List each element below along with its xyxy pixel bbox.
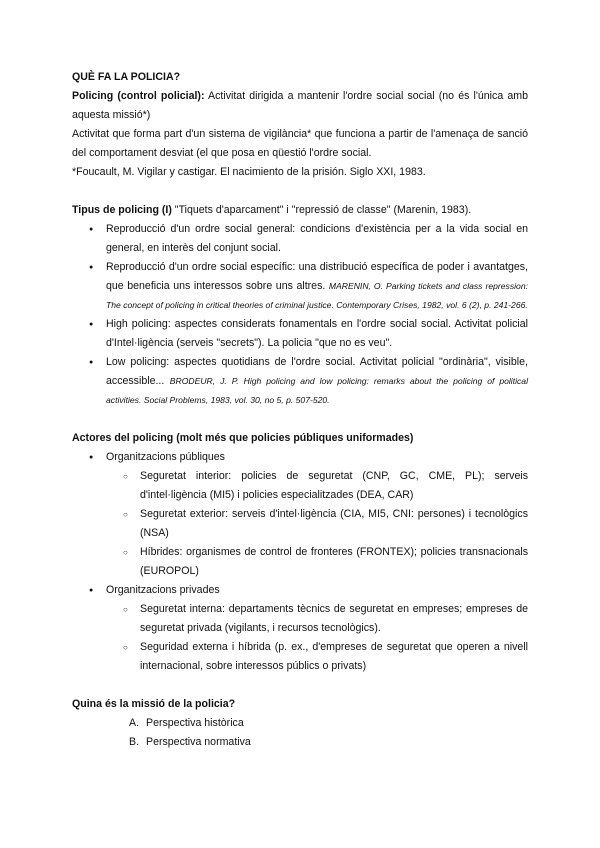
tipus-list bbox=[72, 220, 528, 410]
tipus-text: "Tiquets d'aparcament" i "repressió de classe" (Marenin, 1983). bbox=[171, 204, 472, 216]
list-item: B. Perspectiva normativa bbox=[129, 736, 251, 748]
list-item: ○ Seguretat interior: policies de seguretat (CNP, GC, CME, PL); serveis d'intel·ligència (MI5) i policies especialitzades (DEA, CAR) bbox=[106, 467, 528, 505]
list-item: ○ Híbrides: organismes de control de fronteres (FRONTEX); policies transnacionals (EUROPOL) bbox=[106, 543, 528, 581]
page-title: QUÈ FA LA POLICIA? bbox=[72, 71, 181, 83]
policing-label: Policing (control policial): bbox=[72, 90, 205, 102]
missio-list bbox=[72, 714, 528, 752]
missio-heading: Quina és la missió de la policia? bbox=[72, 698, 236, 710]
list-item: ○ Seguretat interna: departaments tècnics de seguretat en empreses; empreses de seguretat privada (vigilants, i recursos tecnològics). bbox=[106, 600, 528, 638]
document-page bbox=[72, 68, 528, 752]
list-item: ○ Seguretat exterior: serveis d'intel·ligència (CIA, MI5, CNI: persones) i tecnològics (NSA) bbox=[106, 505, 528, 543]
list-item: ● Reproducció d'un ordre social específic: una distribució específica de poder i avantatges, que beneficia uns interessos sobre uns altres. MARENIN, O. Parking tickets and class repression: The concept of policing in critical theories of criminal justice. Contemporary Crises, 1982, vol. 6 (2), p. 241-266. bbox=[72, 258, 528, 315]
tipus-label: Tipus de policing (I) bbox=[72, 204, 172, 216]
list-item: ○ Seguridad externa i híbrida (p. ex., d'empreses de seguretat que operen a nivell internacional, sobre interessos públics o privats) bbox=[106, 638, 528, 676]
list-item: ● Organitzacions privades ○ Seguretat interna: departaments tècnics de seguretat en empreses; empreses de seguretat privada (vigilants, i recursos tecnològics). ○ Seguridad externa i híbrida (p. ex., d'empreses de seguretat que operen a nivell internacional, sobre interessos públics o privats) bbox=[72, 581, 528, 676]
list-item: A. Perspectiva històrica bbox=[129, 717, 244, 729]
list-item: ● High policing: aspectes considerats fonamentals en l'ordre social social. Activitat policial d'Intel·ligència (serveis "secrets"). La policia "que no es veu". bbox=[72, 315, 528, 353]
reference: BRODEUR, J. P. High policing and low policing: remarks about the policing of political activities. Social Problems, 1983, vol. 30, no 5, p. 507-520. bbox=[106, 376, 528, 405]
list-item: ● Organitzacions públiques ○ Seguretat interior: policies de seguretat (CNP, GC, CME, PL); serveis d'intel·ligència (MI5) i policies especialitzades (DEA, CAR) ○ Seguretat exterior: serveis d'intel·ligència (CIA, MI5, CNI: persones) i tecnològics (NSA) ○ Híbrides: organismes de control de fronteres (FRONTEX); policies transnacionals (EUROPOL) bbox=[72, 448, 528, 581]
list-item: ● Low policing: aspectes quotidians de l'ordre social. Activitat policial "ordinària", visible, accessible... BRODEUR, J. P. High policing and low policing: remarks about the policing of political activities. Social Problems, 1983, vol. 30, no 5, p. 507-520. bbox=[72, 353, 528, 410]
tipus-heading bbox=[72, 201, 528, 220]
definition-paragraph: Activitat que forma part d'un sistema de vigilància* que funciona a partir de l'amenaça de sanció del comportament desviat (el que posa en qüestió l'ordre social. bbox=[72, 128, 528, 159]
actores-heading: Actores del policing (molt més que policies públiques uniformades) bbox=[72, 432, 414, 444]
list-item: ● Reproducció d'un ordre social general: condicions d'existència per a la vida social en general, en interès del conjunt social. bbox=[72, 220, 528, 258]
policing-definition bbox=[72, 87, 528, 125]
sublist bbox=[106, 467, 528, 581]
sublist bbox=[106, 600, 528, 676]
actores-list bbox=[72, 448, 528, 676]
reference: MARENIN, O. Parking tickets and class repression: The concept of policing in critical theories of criminal justice. Contemporary Crises, 1982, vol. 6 (2), p. 241-266. bbox=[106, 281, 528, 310]
footnote: *Foucault, M. Vigilar y castigar. El nacimiento de la prisión. Siglo XXI, 1983. bbox=[72, 166, 426, 178]
policing-text: Activitat dirigida a mantenir l'ordre social social (no és l'única amb aquesta missió*) bbox=[72, 90, 528, 121]
